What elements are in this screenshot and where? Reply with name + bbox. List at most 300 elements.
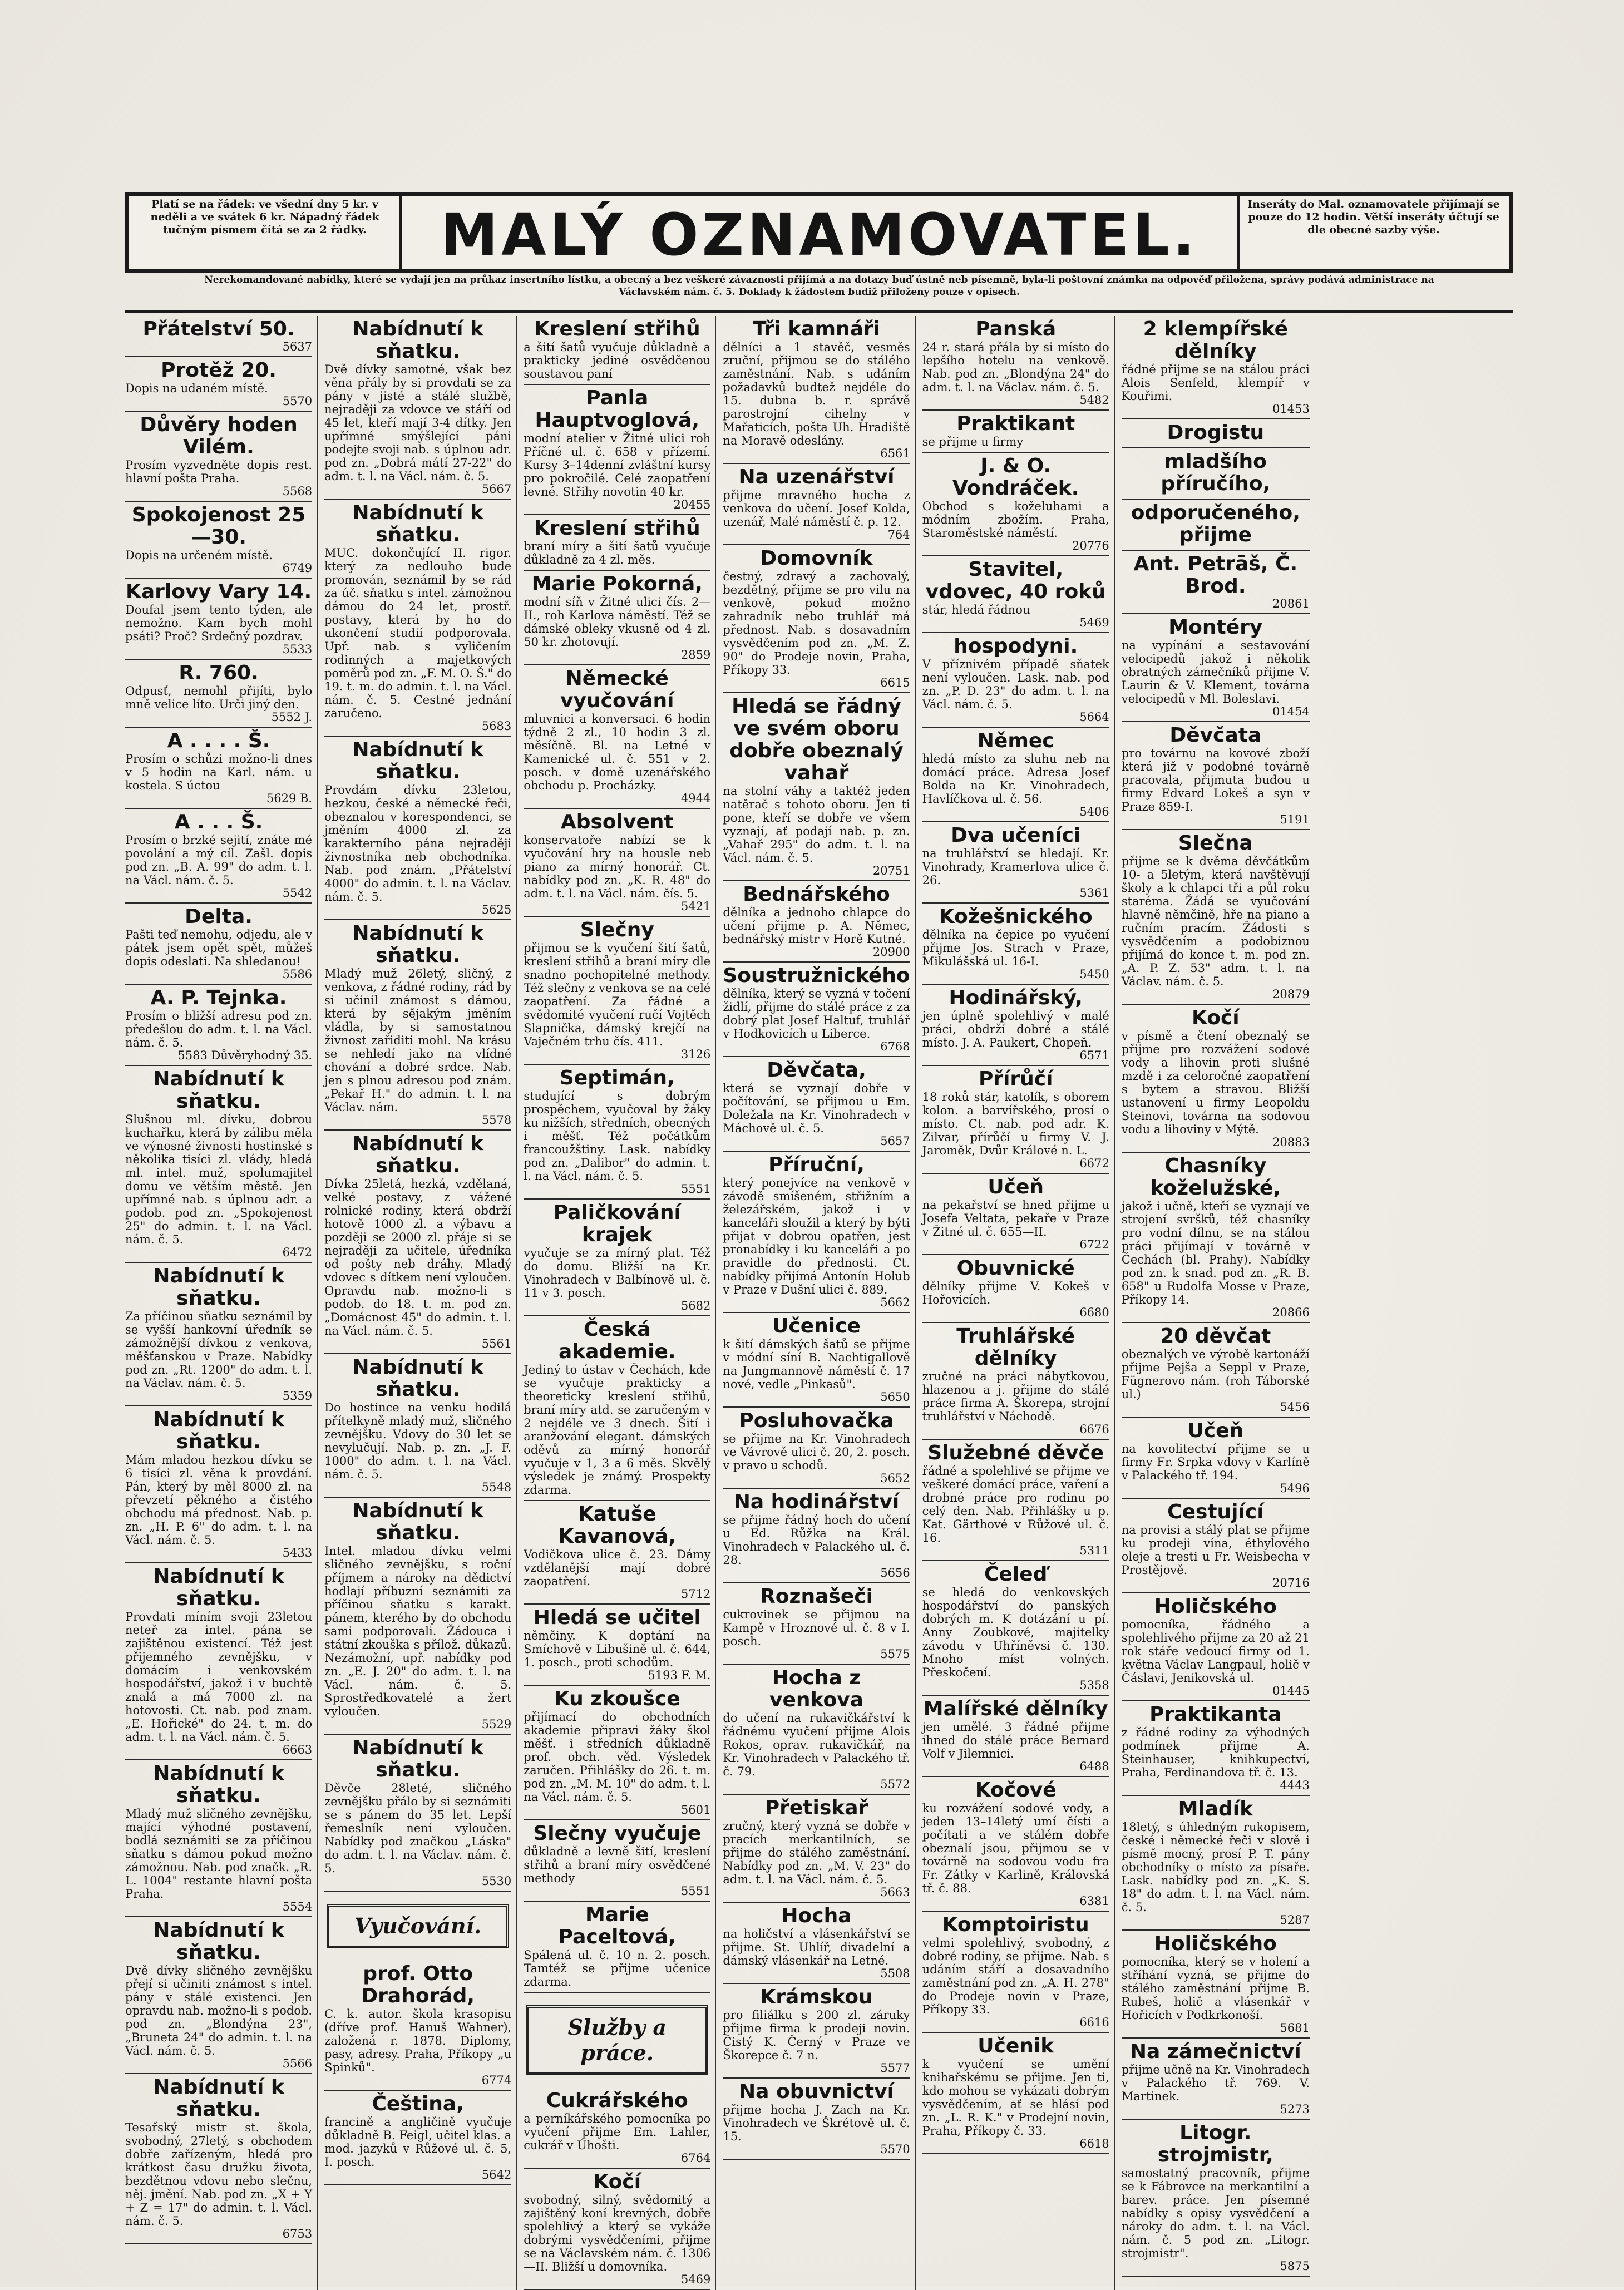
ad-heading: Marie Paceltová, — [558, 1903, 676, 1948]
column-5 — [922, 316, 1115, 2290]
ad-text: Dvě dívky samotné, však bez věna přály by si provdati se za pány v jisté a stálé službě, nejraději za vdovce ve stáří od 45 let, kteří mají 3-4 dítky. Jen upřímné smýšlející páni podejte svoji nab. s úplnou adr. pod zn. „Dobrá mátí 27-22" do adm. t. l. na Václ. nám. č. 5. — [324, 363, 512, 483]
ad-text: a perníkářského pomocníka po vyučení přijme Em. Lahler, cukrář v Úhošti. — [524, 2112, 711, 2152]
ad-heading: Němec — [977, 729, 1054, 752]
classified-ad — [524, 1902, 710, 1993]
ad-reference-number: 5482 — [1079, 393, 1109, 407]
ad-reference-number: 20455 — [673, 498, 711, 511]
ad-reference-number: 5637 — [282, 340, 313, 353]
ad-heading: A. P. Tejnka. — [150, 986, 287, 1009]
ad-reference-number: 5657 — [880, 1134, 910, 1148]
ad-heading: Na zámečnictví — [1129, 2040, 1301, 2063]
classified-ad — [125, 316, 312, 357]
ad-text: jakož i učně, kteří se vyznají ve strojení svršků, též chasníky pro vodní dílnu, se na stálou práci přijímají v továrně v Čechách (bl. Prahy). Nabídky pod zn. k snad. pod zn. „R. B. 658" u Rudolfa Mosse v Praze, Příkopy 14. — [1121, 1200, 1310, 1306]
ad-heading: Nabídnutí k sňatku. — [153, 1762, 284, 1807]
ad-reference-number: 5191 — [1280, 813, 1310, 826]
ad-heading: Čeština, — [372, 2092, 464, 2115]
ad-reference-number: 20900 — [872, 945, 910, 959]
ad-heading: Přírůčí — [978, 1068, 1053, 1090]
ad-reference-number: 5577 — [880, 2061, 910, 2075]
ad-heading: Služebné děvče — [927, 1442, 1104, 1464]
ad-text: k vyučení se umění knihařskému se přijme. Jen ti, kdo mohou se vykázati dobrým vysvědčením, ať se hlásí pod zn. „L. R. K." v Prodejní novin, Praha, Příkopy č. 33. — [922, 2057, 1109, 2138]
ad-text: dělníka, který se vyzná v točení židlí, přijme do stálé práce z za dobrý plat Josef Haltuf, truhlář v Hodkovicích u Liberce. — [723, 987, 910, 1040]
ad-reference-number: 6615 — [880, 676, 910, 689]
classified-ad — [524, 1200, 710, 1316]
classified-ad — [524, 809, 710, 917]
classified-ad — [922, 1696, 1109, 1777]
classified-ad — [922, 453, 1109, 556]
classified-ad — [125, 1917, 312, 2074]
ad-heading: Učenice — [772, 1315, 861, 1338]
ad-reference-number: 5642 — [481, 2168, 512, 2182]
ad-heading: Panla Hauptvoglová, — [535, 387, 700, 432]
ad-heading: Hledá se řádný ve svém oboru dobře obeznalý vahař — [729, 695, 904, 784]
column-6 — [1122, 316, 1314, 2290]
ad-heading: A . . . Š. — [174, 811, 263, 833]
ad-text: Obchod s koželuhami a módním zbožím. Praha, Staroměstské náměstí. — [922, 500, 1109, 540]
classified-ad — [125, 904, 312, 985]
classified-ad — [922, 556, 1109, 633]
header-insertion-notice: Inseráty do Mal. oznamovatele přijímají se pouze do 12 hodin. Větší inseráty účtují se dle obecné sazby výše. — [1247, 198, 1500, 236]
ad-reference-number: 5568 — [282, 485, 313, 498]
classified-ad — [524, 1501, 710, 1605]
ad-text: 18 roků stár, katolík, s oborem kolon. a barvířského, prosí o místo. Ct. nab. pod adr. K. Zilvar, přírůčí u firmy V. J. Jaroměk, Dvůr Králové n. L. — [922, 1090, 1109, 1157]
classified-ad — [125, 357, 312, 412]
classified-ad — [1122, 1701, 1310, 1796]
ad-heading: Kočí — [1191, 1006, 1240, 1029]
ad-heading: Slečny — [580, 919, 654, 941]
ad-text: samostatný pracovník, přijme se k Fábrovce na merkantilní a barev. práce. Jen písemné nabídky s opisy vysvědčení a nároky do adm. t. l. na Václ. nám. č. 5 pod zn. „Litogr. strojmistr". — [1121, 2166, 1310, 2260]
ad-text: na kovolitectví přijme se u firmy Fr. Srpka vdovy v Karlíně v Palackého tř. 194. — [1121, 1442, 1310, 1482]
classified-ad — [922, 411, 1109, 453]
classified-ad — [1122, 1593, 1310, 1701]
ad-text: modní síň v Žitné ulici čís. 2—II., roh Karlova náměstí. Též se dámské obleky vkusně od 4 zl. 50 kr. zhotovují. — [524, 595, 711, 649]
ad-reference-number: 5662 — [880, 1296, 910, 1309]
header-divider-right — [1237, 196, 1240, 269]
ad-reference-number: 5629 B. — [266, 792, 313, 805]
ad-text: a šití šatů vyučuje důkladně a prakticky jediné osvědčenou soustavou paní — [524, 340, 711, 381]
ad-heading: Důvěry hoden Vilém. — [140, 413, 298, 458]
classified-ad — [524, 316, 710, 385]
ad-heading: Kreslení střihů — [534, 517, 700, 540]
ad-text: ku rozvážení sodové vody, a jeden 13–14letý umí čísti a počítati a ve stálém dobře obeznalí jsou, přijmou se v továrně na sodovou vodu fra Fr. Zátky v Karlině, Královská tř. č. 88. — [922, 1802, 1109, 1895]
ad-text: hledá místo za sluhu neb na domácí práce. Adresa Josef Bolda na Kr. Vinohradech, Havlíčkova ul. č. 56. — [922, 752, 1109, 806]
classified-ad — [1122, 722, 1310, 830]
classified-ad — [922, 633, 1109, 728]
ad-text: Tesařský mistr st. škola, svobodný, 27letý, s obchodem dobře zařízeným, hledá pro krátkost času družku života, bezdětnou vdovu nebo slečnu, něj. jmění. Nab. pod zn. „X + Y + Z = 17" do admin. t. l. Václ. nám. č. 5. — [125, 2121, 313, 2228]
classified-ad — [524, 2087, 710, 2169]
ad-reference-number: 5450 — [1079, 968, 1109, 981]
ad-text: Provdati míním svoji 23letou neteř za intel. pána se zajištěnou existencí. Též jest přijemného zevnějšku, v domácím i venkovském hospodářství, jakož i v buchtě znalá a má 7000 zl. na hotovosti. Ct. nab. pod znam. „E. Hořické" do 24. t. m. do adm. t. l. na Václ. nám. č. 5. — [125, 1610, 313, 1744]
ad-text: Pašti teď nemohu, odjedu, ale v pátek jsem opět spět, můžeš dopis odeslati. Na shledanou! — [125, 928, 313, 968]
ad-text: Prosím o brzké sejití, znáte mé povolání a mý cíl. Zašl. dopis pod zn. „B. A. 99" do adm. t. l. na Václ. nám. č. 5. — [125, 833, 313, 887]
ad-reference-number: 6722 — [1079, 1238, 1109, 1251]
classified-ad — [1122, 500, 1310, 551]
ad-heading: Nabídnutí k sňatku. — [352, 1132, 483, 1177]
classified-ad — [922, 904, 1109, 985]
ad-reference-number: 5683 — [481, 719, 512, 733]
ad-reference-number: 5456 — [1280, 1400, 1310, 1414]
ad-heading: Tři kamnáři — [752, 318, 880, 340]
ad-text: obeznalých ve výrobě kartonáží přijme Pejša a Seppl v Praze, Fügnerovo nám. (roh Táborské ul.) — [1121, 1348, 1310, 1401]
ad-reference-number: 5533 — [282, 643, 313, 656]
ad-heading: Cestující — [1167, 1501, 1264, 1523]
ad-heading: Truhlářské dělníky — [956, 1325, 1075, 1370]
ad-heading: prof. Otto Drahorád, — [361, 1962, 475, 2007]
ad-text: na pekařství se hned přijme u Josefa Veltata, pekaře v Praze v Žitné ul. č. 655—II. — [922, 1198, 1109, 1238]
ad-heading: Domovník — [760, 547, 873, 570]
ad-heading: Delta. — [185, 905, 253, 928]
classified-ad — [125, 660, 312, 728]
ad-text: se přijme na Kr. Vinohradech ve Vávrově ulici č. 20, 2. posch. v pravo u schodů. — [723, 1432, 910, 1472]
ad-text: braní míry a šití šatů vyučuje důkladně za 4 zl. měs. — [524, 540, 711, 566]
ad-heading: Nabídnutí k sňatku. — [352, 922, 483, 967]
classified-ad — [524, 1605, 710, 1686]
classified-ad — [723, 1313, 910, 1408]
ad-heading: Hocha — [781, 1904, 852, 1927]
ad-reference-number: 20879 — [1272, 988, 1310, 1001]
ad-reference-number: 5311 — [1079, 1544, 1109, 1557]
ad-heading: 2 klempířské dělníky — [1143, 318, 1289, 363]
ad-reference-number: 20716 — [1272, 1576, 1310, 1590]
classified-ad — [723, 1489, 910, 1583]
ad-reference-number: 6472 — [282, 1246, 313, 1259]
ad-text: Provdám dívku 23letou, hezkou, české a německé řeči, obeznalou v korespondenci, se jměním 4000 zl. za karakterního pána nejraději živnostníka neb obchodníka. Nab. pod znám. „Přátelství 4000" do admin. t. l. na Václav. nám. č. 5. — [324, 783, 512, 904]
ad-text: C. k. autor. škola krasopisu (dříve prof. Hanuš Wahner), založená r. 1878. Diplomy, pasy, adresy. Praha, Příkopy „u Spinků". — [324, 2007, 512, 2074]
classified-ad — [125, 985, 312, 1066]
ad-reference-number: 5875 — [1280, 2259, 1310, 2273]
ad-text: konservatoře nabízí se k vyučování hry na housle neb piano za mírný honorář. Ct. nabídky pod zn. „K. R. 48" do adm. t. l. na Václ. nám. čís. 5. — [524, 833, 711, 900]
classified-ad — [125, 502, 312, 579]
ad-heading: Nabídnutí k sňatku. — [352, 1356, 483, 1401]
ad-text: z řádné rodiny za výhodných podmínek přijme A. Steinhauser, knihkupectví, Praha, Ferdinandova tř. č. 13. — [1121, 1726, 1310, 1779]
classified-ad — [1122, 316, 1310, 419]
classified-ad — [324, 2091, 511, 2185]
classified-ad — [723, 963, 910, 1057]
classified-ad — [922, 2033, 1109, 2154]
ad-text: řádné a spolehlivé se přijme ve veškeré domácí práce, vaření a drobné práce pro rodinu po celý den. Nab. Přihlášky u p. Kat. Gärthové v Růžové ul. č. 16. — [922, 1464, 1109, 1544]
ad-text: pro továrnu na kovové zboží která již v podobné továrně pracovala, přijmuta budou u firmy Edvard Lokeš a syn v Praze 859-I. — [1121, 747, 1310, 813]
ad-reference-number: 5508 — [880, 1967, 910, 1980]
classified-ad — [524, 515, 710, 571]
ad-text: přijme se k dvěma děvčátkům 10- a 5letým, která navštěvují školy a k chlapci tři a půl roku staréma. Žádá se vyučování hlavně němčině, hře na piano a ručním pracím. Žádosti s vysvědčením a podobiznou přijímá do konce t. m. pod zn. „A. P. Z. 53" adm. t. l. na Václav. nám. č. 5. — [1121, 855, 1310, 988]
ad-text: Jediný to ústav v Čechách, kde se vyučuje prakticky a theoreticky kreslení střihů, braní míry atd. se zaručeným v 2 nejdéle ve 3 dnech. Šití i aranžování elegant. dámských oděvů za mírný honorář vyučuje v 1, 3 a 6 měs. Skvělý výsledek je známý. Prospekty zdarma. — [524, 1363, 711, 1497]
classified-ad — [324, 737, 511, 920]
classified-ad — [922, 1255, 1109, 1323]
ad-heading: Nabídnutí k sňatku. — [352, 1499, 483, 1544]
ad-reference-number: 6774 — [481, 2074, 512, 2087]
ad-text: přijme mravného hocha z venkova do učení. Josef Kolda, uzenář, Malé náměstí č. p. 12. — [723, 488, 910, 529]
classified-ad — [524, 571, 710, 665]
classified-ad — [524, 665, 710, 809]
ad-heading: Nabídnutí k sňatku. — [352, 501, 483, 546]
ad-heading: Panská — [975, 318, 1057, 340]
classified-ad — [524, 917, 710, 1065]
classified-ad — [723, 316, 910, 464]
ad-text: Prosím o bližší adresu pod zn. předešlou do adm. t. l. na Václ. nám. č. 5. — [125, 1009, 313, 1049]
ad-text: na truhlářství se hledají. Kr. Vinohrady, Kramerlova ulice č. 26. — [922, 847, 1109, 887]
classified-ad — [723, 1583, 910, 1665]
ad-text: dělníka a jednoho chlapce do učení přijme p. A. Němec, bednářský mistr v Horě Kutné. — [723, 906, 910, 946]
classified-ad — [1122, 614, 1310, 722]
ad-heading: Hledá se učitel — [533, 1606, 701, 1629]
ad-reference-number: 5566 — [282, 2057, 313, 2070]
ad-reference-number: 6680 — [1079, 1306, 1109, 1319]
ad-reference-number: 5652 — [880, 1472, 910, 1485]
ad-text: svobodný, silný, svědomitý a zajištěný koní krevných, dobře spolehlivý a který se vykáže dobrými vysvědčeními, přijme se na Václavském nám. č. 1306—II. Bližší u domovníka. — [524, 2193, 711, 2273]
ad-reference-number: 5667 — [481, 482, 512, 496]
ad-text: v písmě a čtení obeznalý se přijme pro rozvážení sodové vody a lihovin proti slušné mzdě i za celoročné zaopatření s bytem a stravou. Bližší ustanovení u firmy Leopoldu Steinovi, továrna na sodovou vodu a lihoviny v Mýtě. — [1121, 1029, 1310, 1136]
classified-ad — [125, 2074, 312, 2244]
ad-text: čestný, zdravý a zachovalý, bezdětný, přijme se pro vilu na venkově, pokud možno zahradník nebo truhlář má přednost. Nab. s dosavadním vysvědčením pod zn. „M. Z. 90" do Prodeje novin, Praha, Příkopy 33. — [723, 570, 910, 677]
classified-ad — [324, 1735, 511, 1892]
ad-text: k šití dámských šatů se přijme v módní síní B. Nachtigallově na Jungmannově náměstí č. 17 nové, vedle „Pinkasů". — [723, 1338, 910, 1391]
classified-ad — [723, 693, 910, 881]
classified-ad — [723, 881, 910, 963]
ad-text: se hledá do venkovských hospodářství do panských dobrých m. K dotázání u pí. Anny Zoubkové, majitelky závodu v Uhříněvsi č. 130. Mnoho míst volných. Přeskočení. — [922, 1586, 1109, 1679]
ad-reference-number: 5421 — [680, 900, 711, 913]
ad-text: cukrovinek se přijmou na Kampě v Hroznové ul. č. 8 v I. posch. — [723, 1608, 910, 1648]
header-rate-notice: Platí se na řádek: ve všední dny 5 kr. v neděli a ve svátek 6 kr. Nápadný řádek tučným písmem čítá se za 2 řádky. — [150, 198, 379, 236]
ad-reference-number: 5656 — [880, 1566, 910, 1580]
ad-heading: Protěž 20. — [161, 359, 277, 382]
ad-reference-number: 6764 — [680, 2151, 711, 2165]
page-title: MALÝ OZNAMOVATEL. — [440, 201, 1198, 269]
ad-heading: Drogistu — [1167, 421, 1265, 444]
ad-heading: Slečna — [1178, 832, 1253, 855]
classified-ad — [1122, 1796, 1310, 1931]
ad-text: němčiny. K doptání na Smíchově v Libušině ul. č. 644, 1. posch., proti schodům. — [524, 1629, 711, 1669]
ad-reference-number: 6768 — [880, 1040, 910, 1053]
ad-text: Vodičkova ulice č. 23. Dámy vzdělanější mají dobré zaopatření. — [524, 1548, 711, 1588]
classified-ad — [524, 1316, 710, 1501]
ad-text: Dopis na udaném místě. — [125, 382, 268, 395]
ad-text: Doufal jsem tento týden, ale nemožno. Kam bych mohl psáti? Proč? Srdečný pozdrav. — [125, 603, 313, 643]
classifieds-header — [125, 192, 1513, 273]
ad-text: Do hostince na venku hodilá přítelkyně mladý muž, sličného zevnějšku. Vdovy do 30 let se nevylučují. Nab. p. zn. „J. F. 1000" do adm. t. l. na Václ. nám. č. 5. — [324, 1401, 512, 1481]
ad-heading: Nabídnutí k sňatku. — [153, 1265, 284, 1310]
ad-reference-number: 6381 — [1079, 1894, 1109, 1908]
classified-ad — [524, 1686, 710, 1820]
ad-reference-number: 6616 — [1079, 2016, 1109, 2029]
ad-heading: Příruční, — [768, 1153, 865, 1176]
classified-ad — [324, 1961, 511, 2091]
header-divider-left — [399, 196, 402, 269]
ad-reference-number: 6561 — [880, 447, 910, 460]
classified-ad — [723, 1408, 910, 1489]
ad-reference-number: 5551 — [680, 1182, 711, 1196]
ad-heading: Na hodinářství — [733, 1491, 900, 1513]
ad-reference-number: 5530 — [481, 1874, 512, 1888]
column-1 — [125, 316, 318, 2290]
ad-reference-number: 5433 — [282, 1546, 313, 1559]
ad-heading: Nabídnutí k sňatku. — [153, 2076, 284, 2121]
ad-heading: Kočí — [593, 2170, 641, 2193]
classified-ad — [125, 412, 312, 502]
ad-reference-number: 6676 — [1079, 1423, 1109, 1436]
column-4 — [723, 316, 915, 2290]
ad-text: Dopis na určeném místě. — [125, 549, 273, 562]
classified-ad — [1122, 830, 1310, 1005]
ad-reference-number: 5601 — [680, 1803, 711, 1817]
ad-text: studující s dobrým prospěchem, vyučoval by žáky ku nižších, středních, obecných i měšť. Též počátkům francoužštiny. Lask. nabídky pod zn. „Dalibor" do admin. t. l. na Václ. nám. č. 5. — [524, 1089, 711, 1183]
ad-reference-number: 5663 — [880, 1886, 910, 1899]
ad-text: Prosím o schůzi možno-li dnes v 5 hodin na Karl. nám. u kostela. S úctou — [125, 752, 313, 792]
ad-heading: Absolvent — [560, 811, 674, 833]
classified-ad — [524, 1820, 710, 1902]
ad-reference-number: 01454 — [1272, 705, 1310, 718]
ad-heading: Septimán, — [559, 1067, 675, 1089]
classified-ad — [922, 1912, 1109, 2033]
ad-heading: Bednářského — [743, 883, 890, 906]
ad-reference-number: 5575 — [880, 1647, 910, 1661]
ad-text: jen umělé. 3 řádné přijme ihned do stálé práce Bernard Volf v Jilemnici. — [922, 1720, 1109, 1760]
ad-reference-number: 5625 — [481, 903, 512, 916]
ad-heading: R. 760. — [179, 662, 259, 684]
ad-heading: Holičského — [1154, 1595, 1277, 1618]
ad-reference-number: 6571 — [1079, 1049, 1109, 1062]
classified-ad — [125, 728, 312, 809]
ad-text: Mladý muž 26letý, sličný, z venkova, z řádné rodiny, rád by si učinil známost s dámou, která by sějakým jměním vládla, by si samostatnou živnost zařiditi mohl. Na krásu se nehledí jako na vlídné chování a dobré srdce. Nab. jen s plnou adresou pod znám. „Pekař H." do admin. t. l. na Václav. nám. — [324, 967, 512, 1114]
ad-heading: Na obuvnictví — [739, 2080, 894, 2103]
classified-ad — [922, 1777, 1109, 1912]
ad-heading: Kreslení střihů — [534, 318, 700, 340]
classified-ad — [1122, 2039, 1310, 2120]
ad-reference-number: 5469 — [680, 2273, 711, 2286]
ad-text: do učení na rukavičkářství k řádnému vyučení přijme Alois Rokos, oprav. rukavičkář, na Kr. Vinohradech v Palackého tř. č. 79. — [723, 1711, 910, 1778]
ad-text: přijmou se k vyučení šití šatů, kreslení střihů a braní míry dle snadno pochopitelné methody. Též slečny z venkova se na celé zaopatření. Za řádné a svědomité vyučení ručí Vojtěch Slapnička, dámský krejčí na Vaječném trhu čís. 411. — [524, 941, 711, 1048]
ad-text: V příznivém případě sňatek není vyloučen. Lask. nab. pod zn. „P. D. 23" do adm. t. l. na Václ. nám. č. 5. — [922, 658, 1109, 711]
ad-reference-number: 3126 — [680, 1048, 711, 1061]
ad-heading: odporučeného, přijme — [1131, 501, 1300, 546]
classified-ad — [1122, 1499, 1310, 1593]
ad-text: Prosím vyzvedněte dopis rest. hlavní pošta Praha. — [125, 458, 313, 485]
ad-text: Mladý muž sličného zevnějšku, mající výhodné postavení, bodlá seznámiti se za příčinou sňatku s dámou pokud možno zámožnou. Nab. pod značk. „R. L. 1004" restante hlavní pošta Praha. — [125, 1807, 313, 1901]
ad-reference-number: 6749 — [282, 561, 313, 575]
ad-heading: 20 děvčat — [1160, 1325, 1271, 1348]
classified-ad — [1122, 1005, 1310, 1153]
ad-text: Dvě dívky sličného zevnějšku přejí si učiniti známost s intel. pány v stálé existenci. Jen opravdu nab. možno-li s podob. pod zn. „Blondýna 23", „Bruneta 24" do admin. t. l. na Václ. nám. č. 5. — [125, 1964, 313, 2057]
ad-text: MUC. dokončující II. rigor. který za nedlouho bude promován, seznámil by se rád za úč. sňatku s intel. zámožnou dámou do 24 let, prostř. postavy, která by ho do ukončení studií podporovala. Upř. nab. s vyličením rodinných a majetkových poměrů pod zn. „F. M. O. Š." do 19. t. m. do admin. t. l. na Václ. nám. č. 5. Cestné jednání zaručeno. — [324, 546, 512, 720]
ad-text: Dívka 25letá, hezká, vzdělaná, velké postavy, z vážené rolnické rodiny, která obdrží hotově 1000 zl. a výbavu a později se 2000 zl. přáje si se nejraději za učitele, úředníka od pošty neb dráhy. Mladý vdovec s dítkem není vyloučen. Opravdu nab. možno-li s podob. do 18. t. m. pod zn. „Domácnost 45" do admin. t. l. na Václ. nám. č. 5. — [324, 1177, 512, 1338]
ad-heading: Nabídnutí k sňatku. — [352, 318, 483, 363]
ad-heading: Chasníky koželužské, — [1150, 1154, 1281, 1200]
ad-text: na vypínání a sestavování velocipedů jakož i několik obratných zámečníků přijme V. Laurin & V. Klement, továrna velocipedů v Ml. Boleslavi. — [1121, 639, 1310, 705]
classified-ad — [125, 809, 312, 904]
ad-reference-number: 2859 — [680, 648, 711, 662]
classified-ad — [723, 1665, 910, 1795]
ad-heading: Učeň — [988, 1176, 1044, 1198]
ad-text: pro filiálku s 200 zl. záruky přijme firma k prodeji novin. Čistý K. Černý v Praze ve Škorepce č. 7 n. — [723, 2008, 910, 2062]
classified-ad — [125, 1563, 312, 1760]
ad-text: vyučuje se za mírný plat. Též do domu. Bližší na Kr. Vinohradech v Balbínově ul. č. 11 v 3. posch. — [524, 1246, 711, 1300]
classified-ad — [922, 1561, 1109, 1696]
ad-text: francině a angličině vyučuje důkladně B. Feigl, učitel klas. a mod. jazyků v Růžové ul. č. 5, I. posch. — [324, 2115, 512, 2169]
ad-reference-number: 5650 — [880, 1390, 910, 1404]
classified-ad — [922, 985, 1109, 1066]
classified-ad — [723, 545, 910, 693]
classified-ad — [524, 1065, 710, 1200]
ad-text: 18letý, s úhledným rukopisem, české i německé řeči v slově i písmě mocný, prosí P. T. pány obchodníky o místo za písaře. Lask. nabídky pod zn. „K. S. 18" do adm. t. l. na Václ. nám. č. 5. — [1121, 1820, 1310, 1914]
classified-ad — [324, 500, 511, 737]
classified-ad — [324, 316, 511, 500]
ad-heading: Na uzenářství — [738, 466, 895, 488]
ad-heading: Nabídnutí k sňatku. — [153, 1565, 284, 1610]
ad-heading: Nabídnutí k sňatku. — [352, 738, 483, 783]
ad-reference-number: 20751 — [872, 864, 910, 877]
ad-heading: Praktikant — [956, 412, 1075, 435]
ad-text: zručné na práci nábytkovou, hlazenou a j. přijme do stálé práce firma A. Škorepa, strojní truhlářství v Náchodě. — [922, 1370, 1109, 1423]
ad-reference-number: 5583 Důvěryhodný 35. — [177, 1049, 313, 1062]
ad-heading: Učeň — [1187, 1419, 1244, 1442]
ad-text: na provisi a stálý plat se přijme ku prodeji vína, éthylového oleje a tresti u Fr. Weisbecha v Prostějově. — [1121, 1523, 1310, 1577]
ad-heading: Slečny vyučuje — [533, 1822, 702, 1845]
ad-text: Slušnou ml. dívku, dobrou kuchařku, která by zálibu měla ve výnosné živnosti hostinské s několika tisíci zl. vlády, hledá ml. intel. muž, spolumajitel domu ve větším městě. Jen upřímné nab. s úplnou adr. a podob. pod zn. „Spokojenost 25" do admin. t. l. na Václ. nám. č. 5. — [125, 1113, 313, 1246]
ad-heading: mladšího příručího, — [1161, 450, 1271, 495]
ad-heading: Ku zkoušce — [554, 1687, 680, 1710]
ad-heading: Děvčata — [1169, 724, 1262, 747]
ad-heading: J. & O. Vondráček. — [952, 455, 1079, 500]
classified-ad — [723, 2079, 910, 2160]
ad-reference-number: 5548 — [481, 1480, 512, 1494]
ad-reference-number: 4443 — [1280, 1779, 1310, 1792]
ad-heading: hospodyni. — [954, 635, 1078, 658]
ad-reference-number: 5664 — [1079, 710, 1109, 724]
ad-text: Za příčinou sňatku seznámil by se vyšší hankovní úředník se zámožnější dívkou z venkova, měšťanskou v Praze. Nabídky pod zn. „Rt. 1200" do adm. t. l. na Václav. nám. č. 5. — [125, 1310, 313, 1390]
ad-reference-number: 5551 — [680, 1884, 711, 1898]
ad-text: důkladně a levně šití, kreslení střihů a braní míry osvědčené methody — [524, 1845, 711, 1885]
ad-reference-number: 20861 — [1272, 597, 1310, 610]
ad-heading: Přátelství 50. — [142, 318, 295, 340]
ad-heading: Karlovy Vary 14. — [125, 580, 312, 603]
classified-ad — [524, 2169, 710, 2290]
ad-heading: Hodinářský, — [949, 986, 1083, 1009]
ad-heading: Marie Pokorná, — [531, 572, 703, 595]
ad-heading: Nabídnutí k sňatku. — [153, 1919, 284, 1964]
ad-heading: Montéry — [1168, 616, 1263, 639]
ad-heading: Přetiskař — [764, 1797, 868, 1819]
ad-reference-number: 5586 — [282, 968, 313, 981]
classified-ad — [1122, 1931, 1310, 2039]
ad-heading: Paličkování krajek — [553, 1201, 681, 1246]
ad-heading: Litogr. strojmistr, — [1157, 2121, 1273, 2166]
classified-ad — [922, 1440, 1109, 1561]
column-3 — [524, 316, 716, 2290]
classified-ad — [922, 1323, 1109, 1440]
ad-heading: A . . . . Š. — [167, 729, 270, 752]
ad-text: přijme hocha J. Zach na Kr. Vinohradech ve Škrétově ul. č. 15. — [723, 2103, 910, 2143]
ad-heading: Učenik — [978, 2035, 1054, 2057]
ad-reference-number: 20866 — [1272, 1306, 1310, 1319]
ad-text: Spálená ul. č. 10 n. 2. posch. Tamtéž se přijme učenice zdarma. — [524, 1948, 711, 1988]
ad-heading: Nabídnutí k sňatku. — [153, 1068, 284, 1113]
ad-text: se přijme u firmy — [922, 435, 1024, 448]
ad-reference-number: 5287 — [1280, 1913, 1310, 1927]
ad-heading: Krámskou — [760, 1986, 873, 2008]
ad-reference-number: 5361 — [1079, 886, 1109, 900]
ad-reference-number: 5578 — [481, 1113, 512, 1127]
classified-ad — [524, 385, 710, 515]
ad-reference-number: 4944 — [680, 792, 711, 805]
ad-heading: Česká akademie. — [558, 1318, 676, 1363]
classified-ad — [1122, 1153, 1310, 1323]
ad-reference-number: 01453 — [1272, 402, 1310, 416]
administration-notice: Nerekomandované nabídky, které se vydají jen na průkaz insertního lístku, a obecný a bez veškeré závaznosti přijímá a na dotazy buď ústně neb písemně, byla-li poštovní známka na odpověď přiložena, správy podává administrace na Václavském nám. č. 5. Doklady k žádostem budiž přiloženy pouze v opisech. — [204, 274, 1434, 298]
ad-text: jen úplně spolehlivý v malé práci, obdrží dobré a stálé místo. J. A. Paukert, Chopeň. — [922, 1009, 1109, 1049]
ad-heading: Posluhovačka — [739, 1409, 894, 1432]
ad-reference-number: 5359 — [282, 1389, 313, 1403]
ad-heading: Komptoiristu — [942, 1913, 1089, 1936]
classified-ad — [922, 316, 1109, 411]
